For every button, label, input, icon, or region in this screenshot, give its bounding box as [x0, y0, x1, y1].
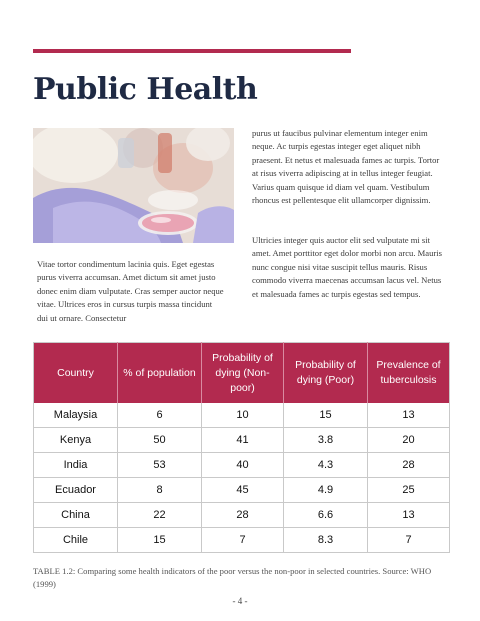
table-cell: 28 [368, 453, 450, 478]
table-cell: 6 [118, 403, 202, 428]
body-paragraph-right-1: purus ut faucibus pulvinar elementum integer enim neque. Ac turpis egestas integer eget aliquet nibh praesent. Et netus et malesuada fames ac turpis. Tortor at risus viverra adipiscing at in tellus integer feugiat. Varius quam quisque id diam vel quam. Vestibulum rhoncus est pellentesque elit ullamcorper dignissim. [252, 128, 440, 206]
body-paragraph-left: Vitae tortor condimentum lacinia quis. Eget egestas purus viverra accumsan. Amet dictum sit amet justo donec enim diam vulputate. Cras semper auctor neque vitae. Ultrices eros in cursus turpis massa tincidunt dui ut ornare. Consectetur [37, 259, 224, 323]
column-header-population: % of population [118, 343, 202, 404]
table-cell: 20 [368, 428, 450, 453]
table-cell: Kenya [34, 428, 118, 453]
table-caption: TABLE 1.2: Comparing some health indicators of the poor versus the non-poor in selected countries. Source: WHO (1999) [33, 566, 432, 589]
table-cell: 15 [118, 528, 202, 553]
table-cell: 3.8 [284, 428, 368, 453]
lab-photo [33, 128, 234, 243]
column-header-dying-nonpoor: Probability of dying (Non-poor) [202, 343, 284, 404]
table-header-row [34, 343, 450, 404]
table-row [34, 453, 450, 478]
table-cell: 13 [368, 503, 450, 528]
table-cell: 8 [118, 478, 202, 503]
column-header-country: Country [34, 343, 118, 404]
table-row [34, 478, 450, 503]
table-cell: 40 [202, 453, 284, 478]
table-cell: 15 [284, 403, 368, 428]
page-title: Public Health [33, 72, 258, 107]
table-cell: 28 [202, 503, 284, 528]
gloved-hands-petri-dish-illustration [33, 128, 234, 243]
table-cell: 10 [202, 403, 284, 428]
page-number: - 4 - [232, 596, 248, 606]
table-cell: 7 [368, 528, 450, 553]
table-cell: 4.9 [284, 478, 368, 503]
health-indicators-table [33, 342, 450, 553]
header-accent-rule [33, 49, 351, 53]
table-cell: China [34, 503, 118, 528]
column-header-tuberculosis: Prevalence of tuberculosis [368, 343, 450, 404]
table-cell: 8.3 [284, 528, 368, 553]
table-row [34, 403, 450, 428]
table-cell: 7 [202, 528, 284, 553]
table-cell: 50 [118, 428, 202, 453]
table-cell: 45 [202, 478, 284, 503]
table-cell: 4.3 [284, 453, 368, 478]
table-row [34, 503, 450, 528]
table-cell: 53 [118, 453, 202, 478]
table-row [34, 528, 450, 553]
table-cell: 13 [368, 403, 450, 428]
table-cell: Ecuador [34, 478, 118, 503]
body-paragraph-right-2: Ultricies integer quis auctor elit sed vulputate mi sit amet. Amet porttitor eget dolor morbi non arcu. Mauris nunc congue nisi vitae suscipit tellus mauris. Risus commodo viverra maecenas accumsan lacus vel. Netus et malesuada fames ac turpis egestas sed tempus. [252, 235, 442, 299]
column-header-dying-poor: Probability of dying (Poor) [284, 343, 368, 404]
table-cell: 41 [202, 428, 284, 453]
table-cell: Chile [34, 528, 118, 553]
table-row [34, 428, 450, 453]
table-cell: 22 [118, 503, 202, 528]
table-cell: Malaysia [34, 403, 118, 428]
table-cell: 25 [368, 478, 450, 503]
table-cell: 6.6 [284, 503, 368, 528]
table-cell: India [34, 453, 118, 478]
